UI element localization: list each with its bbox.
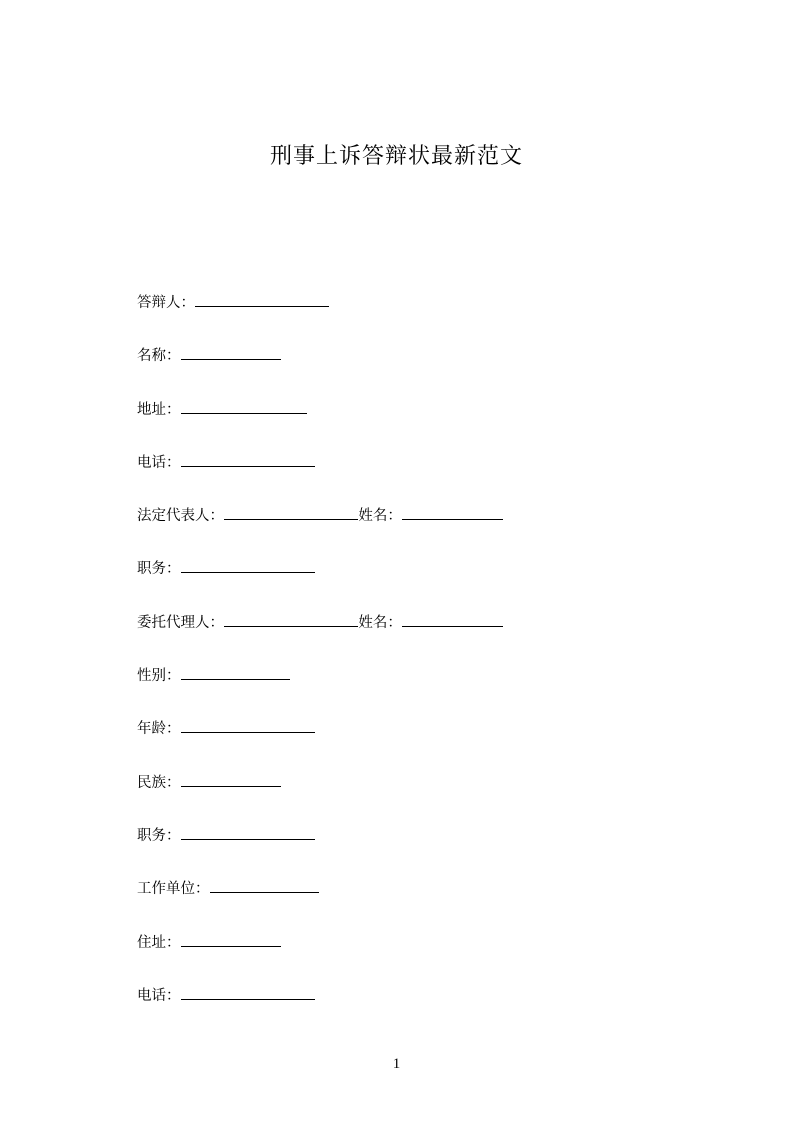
form-field-row bbox=[137, 980, 697, 1033]
document-title: 刑事上诉答辩状最新范文 bbox=[269, 144, 523, 169]
field-blank-line[interactable] bbox=[181, 713, 315, 733]
form-field-row bbox=[137, 447, 697, 500]
field-label: 地址： bbox=[137, 401, 181, 418]
field-blank-line[interactable] bbox=[181, 820, 315, 840]
field-label: 答辩人： bbox=[137, 295, 195, 311]
field-blank-line[interactable] bbox=[181, 980, 315, 1000]
field-label: 电话： bbox=[137, 987, 181, 1004]
field-blank-line[interactable] bbox=[224, 500, 358, 520]
field-label: 名称： bbox=[137, 348, 181, 365]
form-field-row bbox=[137, 820, 697, 873]
page-number: 1 bbox=[392, 1056, 401, 1072]
field-label: 职务： bbox=[137, 827, 181, 844]
field-label: 性别： bbox=[137, 668, 181, 685]
field-label: 民族： bbox=[137, 774, 181, 791]
field-blank-line[interactable] bbox=[195, 287, 329, 307]
form-field-row bbox=[137, 713, 697, 766]
field-label: 委托代理人： bbox=[137, 614, 224, 631]
field-blank-line[interactable] bbox=[181, 927, 282, 947]
field-label: 法定代表人： bbox=[137, 508, 224, 525]
field-blank-line[interactable] bbox=[402, 607, 503, 627]
form-field-row bbox=[137, 660, 697, 713]
form-field-row bbox=[137, 927, 697, 980]
form-field-row bbox=[137, 394, 697, 447]
form-field-row bbox=[137, 287, 697, 340]
form-field-row bbox=[137, 607, 697, 660]
field-blank-line[interactable] bbox=[181, 394, 307, 414]
field-blank-line[interactable] bbox=[210, 873, 319, 893]
field-blank-line[interactable] bbox=[402, 500, 503, 520]
field-blank-line[interactable] bbox=[224, 607, 358, 627]
form-field-row bbox=[137, 873, 697, 926]
field-label: 姓名： bbox=[358, 614, 402, 631]
field-blank-line[interactable] bbox=[181, 447, 315, 467]
field-label: 住址： bbox=[137, 934, 181, 951]
field-label: 姓名： bbox=[358, 508, 402, 525]
field-label: 电话： bbox=[137, 454, 181, 471]
form-field-row bbox=[137, 340, 697, 393]
form-field-row bbox=[137, 500, 697, 553]
field-blank-line[interactable] bbox=[181, 340, 282, 360]
form-fields bbox=[137, 287, 697, 1033]
field-blank-line[interactable] bbox=[181, 767, 282, 787]
field-label: 年龄： bbox=[137, 721, 181, 738]
field-label: 职务： bbox=[137, 561, 181, 578]
field-blank-line[interactable] bbox=[181, 553, 315, 573]
form-field-row bbox=[137, 767, 697, 820]
form-field-row bbox=[137, 553, 697, 606]
field-label: 工作单位： bbox=[137, 881, 210, 898]
field-blank-line[interactable] bbox=[181, 660, 290, 680]
